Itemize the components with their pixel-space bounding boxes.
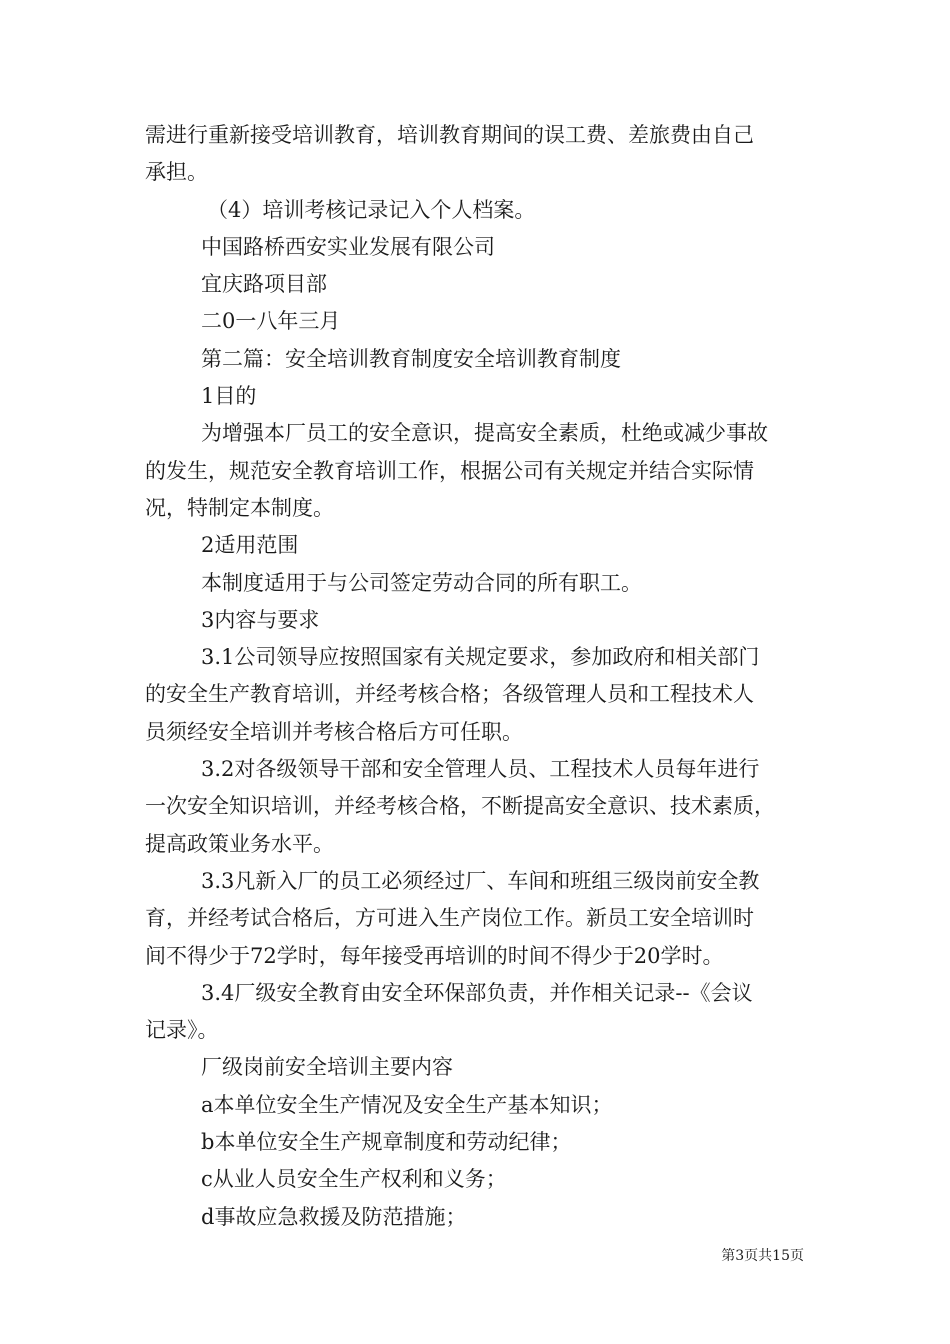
list-item: b本单位安全生产规章制度和劳动纪律； (201, 1130, 572, 1155)
text-line: 的安全生产教育培训，并经考核合格；各级管理人员和工程技术人 (145, 682, 754, 707)
text-line: 员须经安全培训并考核合格后方可任职。 (145, 719, 523, 744)
section-title: 第二篇：安全培训教育制度安全培训教育制度 (201, 346, 621, 371)
text-line: 3.1公司领导应按照国家有关规定要求，参加政府和相关部门 (201, 645, 760, 670)
document-date: 二0一八年三月 (201, 309, 341, 334)
text-line: 需进行重新接受培训教育，培训教育期间的误工费、差旅费由自己 (145, 123, 754, 147)
text-line: 提高政策业务水平。 (145, 831, 334, 856)
text-line: 间不得少于72学时，每年接受再培训的时间不得少于20学时。 (145, 943, 724, 968)
text-line: 承担。 (145, 160, 208, 185)
document-body (145, 117, 810, 1236)
section-heading: 2适用范围 (201, 533, 299, 558)
text-line: 一次安全知识培训，并经考核合格，不断提高安全意识、技术素质， (145, 794, 775, 819)
page-number: 第3页共15页 (721, 1248, 804, 1264)
section-heading: 3内容与要求 (201, 607, 320, 632)
text-line: 本制度适用于与公司签定劳动合同的所有职工。 (201, 570, 642, 595)
text-line: 记录》。 (145, 1018, 219, 1043)
list-heading: 厂级岗前安全培训主要内容 (201, 1055, 453, 1080)
company-name: 中国路桥西安实业发展有限公司 (201, 234, 495, 259)
list-item: c从业人员安全生产权利和义务； (201, 1167, 507, 1192)
text-line: 况，特制定本制度。 (145, 495, 334, 520)
text-line: 3.3凡新入厂的员工必须经过厂、车间和班组三级岗前安全教 (201, 868, 760, 893)
text-line: 3.2对各级领导干部和安全管理人员、工程技术人员每年进行 (201, 757, 760, 782)
text-line: 的发生，规范安全教育培训工作，根据公司有关规定并结合实际情 (145, 458, 754, 483)
section-heading: 1目的 (201, 384, 257, 409)
text-line: 3.4厂级安全教育由安全环保部负责，并作相关记录--《会议 (201, 980, 753, 1005)
text-line: 育，并经考试合格后，方可进入生产岗位工作。新员工安全培训时 (145, 906, 754, 931)
text-line: （4）培训考核记录记入个人档案。 (207, 197, 536, 222)
text-line: 为增强本厂员工的安全意识，提高安全素质，杜绝或减少事故 (201, 421, 768, 446)
list-item: a本单位安全生产情况及安全生产基本知识； (201, 1092, 613, 1117)
list-item: d事故应急救援及防范措施； (201, 1204, 467, 1229)
department-name: 宜庆路项目部 (201, 272, 327, 297)
